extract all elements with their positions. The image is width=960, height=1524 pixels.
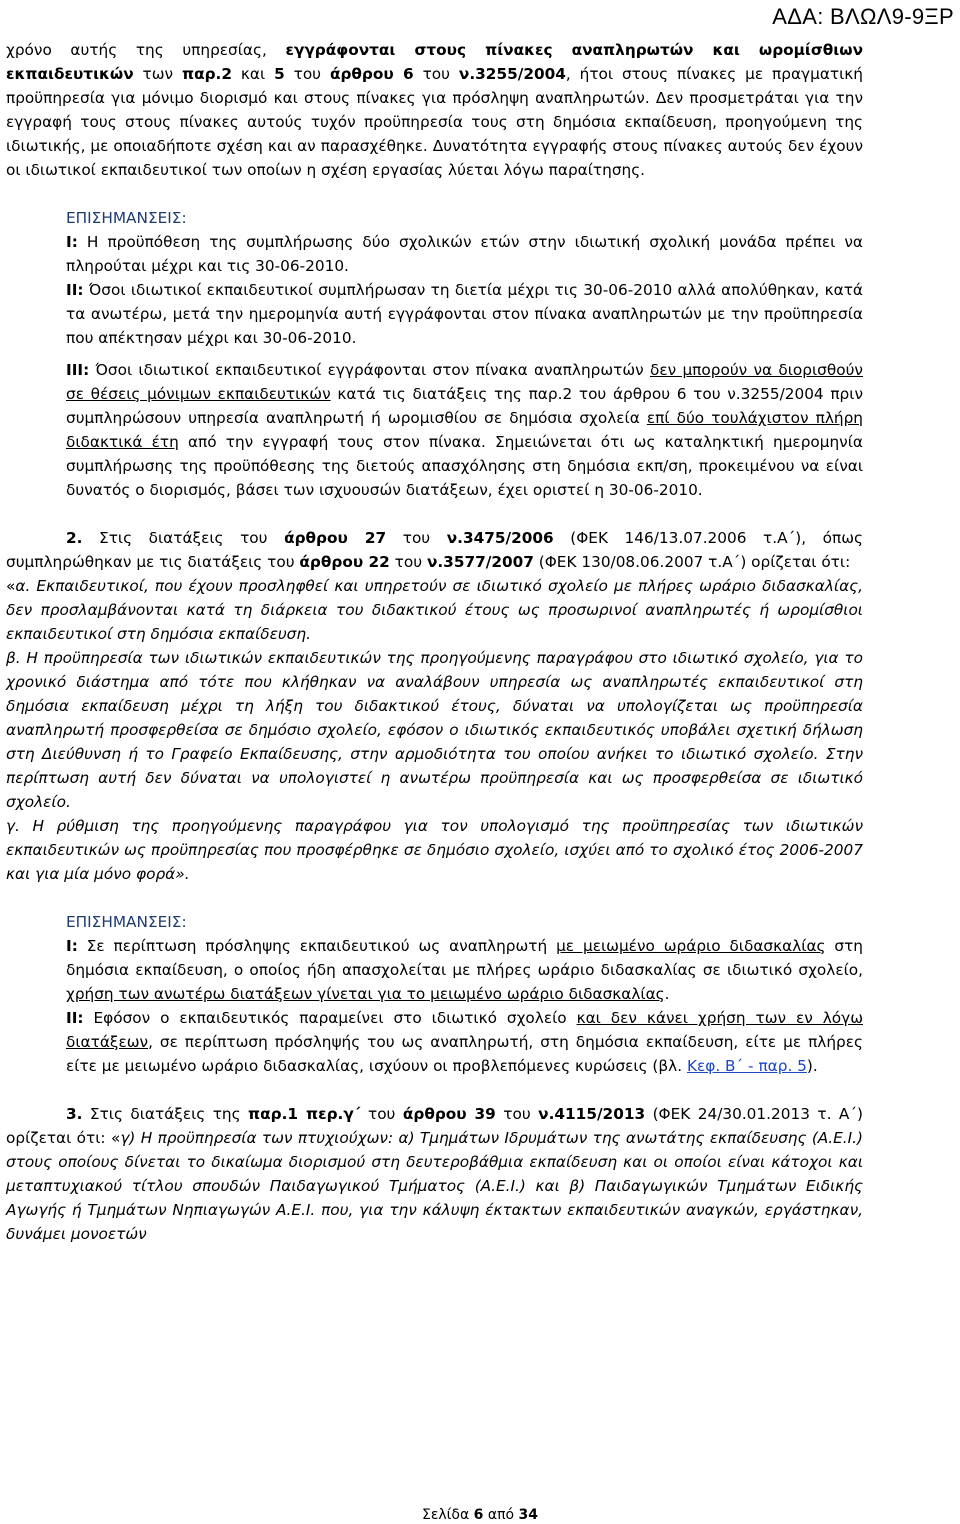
section-3: 3. Στις διατάξεις της παρ.1 περ.γ΄ του άρθρου 39 του ν.4115/2013 (ΦΕΚ 24/30.01.2013 τ. Α΄) ορίζεται ότι: «γ) Η προϋπηρεσία των πτυχιούχων: α) Τμημάτων Ιδρυμάτων της ανωτάτης εκπαίδευσης (Α.Ε.Ι.) στους οποίους δίνεται το δικαίωμα διορισμού στη δευτεροβάθμια εκπαίδευση και οι οποίοι είναι κάτοχοι και μεταπτυχιακού τίτλου σπουδών Παιδαγωγικού Τμήματος (Α.Ε.Ι.) και β) Παιδαγωγικών Τμημάτων Ειδικής Αγωγής ή Τμημάτων Νηπιαγωγών Α.Ε.Ι. που, για την κάλυψη έκτακτων εκπαιδευτικών αναγκών, εργάστηκαν, δυνάμει μονοετών (6, 1105, 863, 1243)
notes-block-2 (6, 910, 863, 1078)
section-2: 2. Στις διατάξεις του άρθρου 27 του ν.3475/2006 (ΦΕΚ 146/13.07.2006 τ.Α΄), όπως συμπληρώθηκαν με τις διατάξεις του άρθρου 22 του ν.3577/2007 (ΦΕΚ 130/08.06.2007 τ.Α΄) ορίζεται ότι: (6, 529, 863, 571)
note-ii: ΙΙ: Όσοι ιδιωτικοί εκπαιδευτικοί συμπλήρωσαν τη διετία μέχρι τις 30-06-2010 αλλά απολύθηκαν, κατά τα ανωτέρω, μετά την ημερομηνία αυτή εγγράφονται στον πίνακα αναπληρωτών με την προϋπηρεσία που απέκτησαν μέχρι και 30-06-2010. (66, 281, 863, 347)
quote-alpha: «α. Εκπαιδευτικοί, που έχουν προσληφθεί και υπηρετούν σε ιδιωτικό σχολείο με πλήρες ωράριο διδασκαλίας, δεν προσλαμβάνονται κατά τη διάρκεια του διδακτικού έτους ως προσωρινοί αναπληρωτές ή ωρομίσθιοι εκπαιδευτικοί στη δημόσια εκπαίδευση. (6, 577, 863, 643)
paragraph-intro: χρόνο αυτής της υπηρεσίας, εγγράφονται στους πίνακες αναπληρωτών και ωρομίσθιων εκπαιδευτικών των παρ.2 και 5 του άρθρου 6 του ν.3255/2004, ήτοι στους πίνακες με πραγματική προϋπηρεσία για μόνιμο διορισμό και στους πίνακες για πρόσληψη αναπληρωτών. Δεν προσμετράται για την εγγραφή τους στους πίνακες αυτούς τυχόν προϋπηρεσία τους στη δημόσια εκπαίδευση, προηγούμενη της ιδιωτικής, με οποιαδήποτε σχέση και αν παρασχέθηκε. Δυνατότητα εγγραφής στους πίνακες αυτούς δεν έχουν οι ιδιωτικοί εκπαιδευτικοί των οποίων η σχέση εργασίας λύεται λόγω παραίτησης. (6, 41, 863, 179)
note-iii: ΙΙΙ: Όσοι ιδιωτικοί εκπαιδευτικοί εγγράφονται στον πίνακα αναπληρωτών δεν μπορούν να διορισθούν σε θέσεις μόνιμων εκπαιδευτικών κατά τις διατάξεις της παρ.2 του άρθρου 6 του ν.3255/2004 πριν συμπληρώσουν υπηρεσία αναπληρωτή ή ωρομισθίου σε δημόσια σχολεία επί δύο τουλάχιστον πλήρη διδακτικά έτη από την εγγραφή τους στον πίνακα. Σημειώνεται ότι ως καταληκτική ημερομηνία συμπλήρωσης της προϋπόθεσης της διετούς απασχόλησης στη δημόσια εκπ/ση, προκειμένου να είναι δυνατός ο διορισμός, βάσει των ισχυουσών διατάξεων, έχει οριστεί η 30-06-2010. (66, 361, 863, 499)
chapter-b-para-5-link[interactable]: Κεφ. Β΄ - παρ. 5 (686, 1057, 807, 1075)
page-footer: Σελίδα 6 από 34 (421, 1507, 539, 1523)
quote-beta: β. Η προϋπηρεσία των ιδιωτικών εκπαιδευτικών της προηγούμενης παραγράφου στο ιδιωτικό σχολείο, για το χρονικό διάστημα από τότε που κλήθηκαν να αναλάβουν υπηρεσία ως αναπληρωτές εκπαιδευτικοί στη δημόσια εκπαίδευση μέχρι τη λήξη του διδακτικού έτους, δύναται να υπολογίζεται ως προϋπηρεσία αναπληρωτή προσφερθείσα σε δημόσιο σχολείο, εφόσον ο ιδιωτικός εκπαιδευτικός υποβάλει σχετική δήλωση στη Διεύθυνση ή το Γραφείο Εκπαίδευσης, στην αρμοδιότητα του οποίου ανήκει το ιδιωτικό σχολείο. Στην περίπτωση αυτή δεν δύναται να υπολογιστεί η ανωτέρω προϋπηρεσία και ως προσφερθείσα σε ιδιωτικό σχολείο. (6, 649, 863, 811)
ada-code: ΑΔΑ: ΒΛΩΛ9-9ΞΡ (772, 4, 954, 29)
notes-heading: ΕΠΙΣΗΜΑΝΣΕΙΣ: (66, 913, 187, 931)
notes-heading: ΕΠΙΣΗΜΑΝΣΕΙΣ: (66, 209, 187, 227)
note-ii: ΙΙ: Εφόσον ο εκπαιδευτικός παραμείνει στο ιδιωτικό σχολείο και δεν κάνει χρήση των εν λόγω διατάξεων, σε περίπτωση πρόσληψής του ως αναπληρωτή, στη δημόσια εκπαίδευση, είτε με πλήρες είτε με μειωμένο ωράριο διδασκαλίας, ισχύουν οι προβλεπόμενες κυρώσεις (βλ. Κεφ. Β΄ - παρ. 5). (66, 1009, 863, 1075)
note-i: Ι: Σε περίπτωση πρόσληψης εκπαιδευτικού ως αναπληρωτή με μειωμένο ωράριο διδασκαλίας στη δημόσια εκπαίδευση, ο οποίος ήδη απασχολείται με πλήρες ωράριο διδασκαλίας σε ιδιωτικό σχολείο, χρήση των ανωτέρω διατάξεων γίνεται για το μειωμένο ωράριο διδασκαλίας. (66, 937, 863, 1003)
notes-block-1 (6, 206, 863, 502)
page-number: 6 (473, 1507, 484, 1523)
quote-gamma: γ. Η ρύθμιση της προηγούμενης παραγράφου για τον υπολογισμό της προϋπηρεσίας των ιδιωτικών εκπαιδευτικών ως προϋπηρεσίας που προσφέρθηκε σε δημόσιο σχολείο, ισχύει από το σχολικό έτος 2006-2007 και για μία μόνο φορά». (6, 817, 863, 883)
page-total: 34 (518, 1507, 539, 1523)
note-i: Ι: Η προϋπόθεση της συμπλήρωσης δύο σχολικών ετών στην ιδιωτική σχολική μονάδα πρέπει να πληρούται μέχρι και τις 30-06-2010. (66, 233, 863, 275)
